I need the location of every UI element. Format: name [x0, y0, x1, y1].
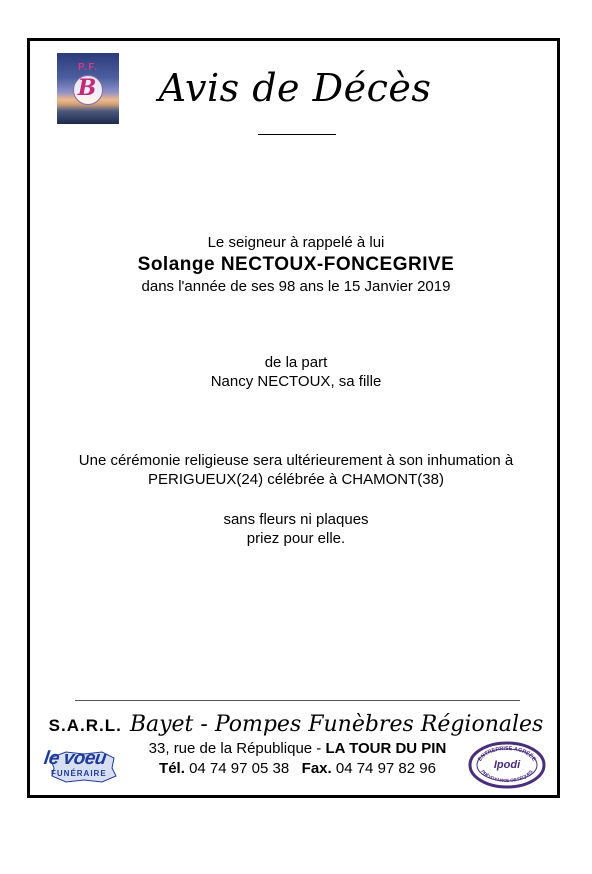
address-city: LA TOUR DU PIN	[325, 740, 447, 757]
company-prefix: S.A.R.L.	[48, 716, 122, 735]
pf-logo	[57, 53, 119, 124]
family-line-1: de la part	[264, 354, 328, 371]
ceremony-line-3: sans fleurs ni plaques	[223, 511, 369, 528]
fax-number: 04 74 97 82 96	[335, 760, 436, 777]
le-voeu-sub: FUNÉRAIRE	[51, 769, 107, 778]
logo-letter: B	[77, 75, 97, 101]
tel-number: 04 74 97 05 38	[189, 760, 290, 777]
intro-text: Le seigneur à rappelé à lui	[207, 234, 385, 251]
ceremony-line-1: Une cérémonie religieuse sera ultérieurement à son inhumation à	[78, 452, 514, 469]
entreprise-agreee-logo	[468, 741, 546, 789]
company-line	[0, 712, 592, 737]
deceased-name: Solange NECTOUX-FONCEGRIVE	[137, 254, 455, 275]
address-street: 33, rue de la République -	[148, 740, 326, 757]
footer-divider	[75, 700, 520, 701]
logo-pf-text: P.F.	[78, 62, 98, 73]
fax-label: Fax.	[301, 760, 332, 777]
seal-bottom-text: PRÉVOYANCE OBSÈQUES	[480, 769, 534, 784]
le-voeu-word: le voeu	[42, 748, 108, 769]
le-voeu-logo	[44, 748, 128, 784]
page-title: Avis de Décès	[158, 66, 432, 110]
company-contact	[120, 760, 475, 777]
notice-frame	[27, 38, 560, 798]
title-divider	[258, 134, 336, 135]
company-name: Bayet - Pompes Funèbres Régionales	[129, 712, 544, 737]
ipodi-word: Ipodi	[493, 759, 521, 771]
company-address	[120, 740, 475, 757]
seal-top-text: ENTREPRISE AGRÉÉE	[477, 745, 537, 763]
family-line-2: Nancy NECTOUX, sa fille	[210, 373, 382, 390]
ceremony-line-2: PERIGUEUX(24) célébrée à CHAMONT(38)	[148, 471, 444, 488]
ceremony-line-4: priez pour elle.	[246, 530, 346, 547]
age-date-text: dans l'année de ses 98 ans le 15 Janvier 2019	[141, 278, 451, 295]
tel-label: Tél.	[159, 760, 185, 777]
